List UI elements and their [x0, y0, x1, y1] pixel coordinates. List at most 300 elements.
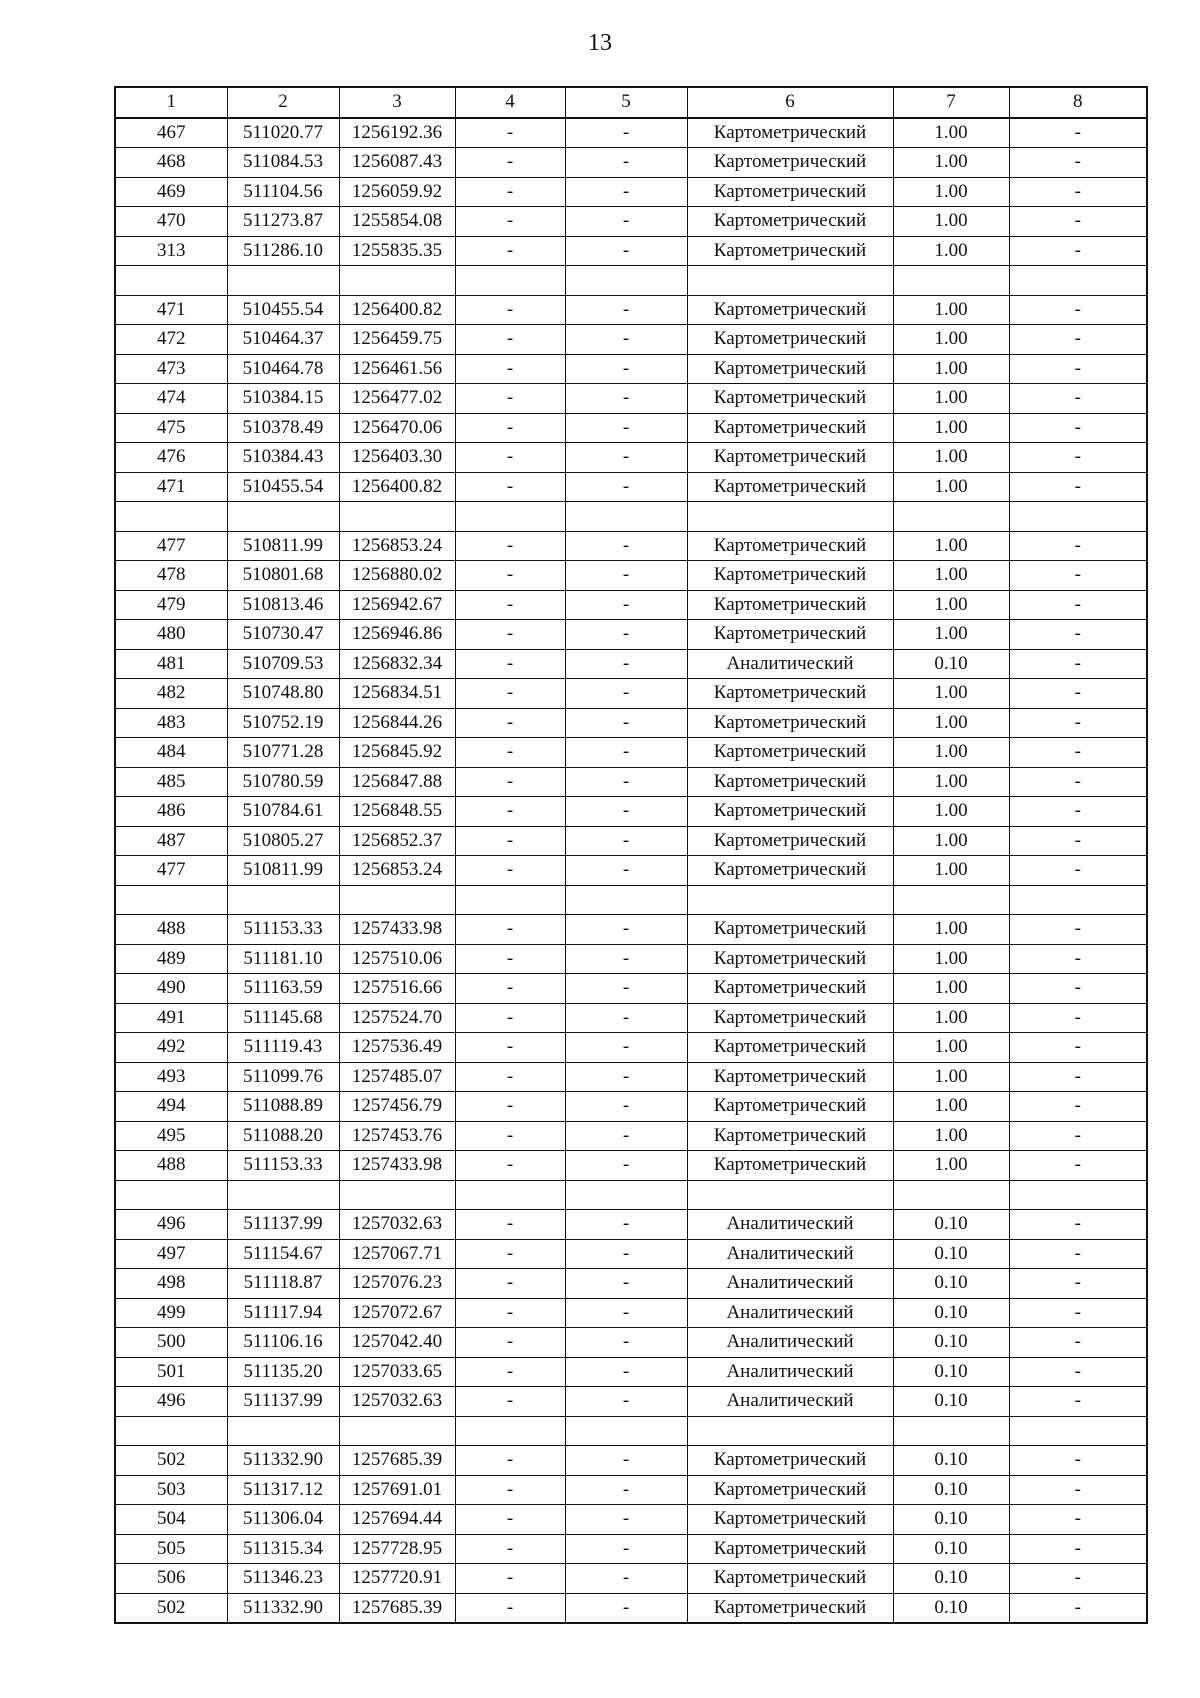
- accuracy-cell: 1.00: [893, 1151, 1009, 1181]
- table-row: [115, 708, 1147, 738]
- method-cell: Картометрический: [687, 915, 893, 945]
- point-number-cell: 488: [115, 915, 227, 945]
- column-8-cell: -: [1009, 826, 1147, 856]
- column-4-cell: -: [455, 856, 565, 886]
- method-cell: Картометрический: [687, 1564, 893, 1594]
- column-8-cell: -: [1009, 207, 1147, 237]
- accuracy-cell: 0.10: [893, 1328, 1009, 1358]
- accuracy-cell: 1.00: [893, 708, 1009, 738]
- point-number-cell: 475: [115, 413, 227, 443]
- point-number-cell: [115, 885, 227, 915]
- accuracy-cell: 1.00: [893, 767, 1009, 797]
- column-4-cell: -: [455, 384, 565, 414]
- point-number-cell: 504: [115, 1505, 227, 1535]
- column-8-cell: -: [1009, 148, 1147, 178]
- method-cell: Картометрический: [687, 1003, 893, 1033]
- column-4-cell: -: [455, 679, 565, 709]
- table-row: [115, 1298, 1147, 1328]
- column-5-cell: -: [565, 767, 687, 797]
- point-number-cell: 478: [115, 561, 227, 591]
- point-number-cell: 470: [115, 207, 227, 237]
- y-coordinate-cell: 1257694.44: [339, 1505, 455, 1535]
- y-coordinate-cell: 1256470.06: [339, 413, 455, 443]
- accuracy-cell: 1.00: [893, 236, 1009, 266]
- x-coordinate-cell: 510384.43: [227, 443, 339, 473]
- method-cell: [687, 1416, 893, 1446]
- point-number-cell: 505: [115, 1534, 227, 1564]
- column-8-cell: [1009, 1180, 1147, 1210]
- table-row: [115, 1475, 1147, 1505]
- accuracy-cell: 0.10: [893, 1475, 1009, 1505]
- x-coordinate-cell: 511145.68: [227, 1003, 339, 1033]
- column-8-cell: -: [1009, 1239, 1147, 1269]
- column-5-cell: -: [565, 1387, 687, 1417]
- y-coordinate-cell: 1255854.08: [339, 207, 455, 237]
- y-coordinate-cell: [339, 885, 455, 915]
- y-coordinate-cell: 1256832.34: [339, 649, 455, 679]
- method-cell: Картометрический: [687, 1505, 893, 1535]
- table-row: [115, 502, 1147, 532]
- table-row: [115, 590, 1147, 620]
- table-body: [115, 118, 1147, 1624]
- y-coordinate-cell: 1256400.82: [339, 295, 455, 325]
- accuracy-cell: 1.00: [893, 1003, 1009, 1033]
- column-8-cell: -: [1009, 118, 1147, 148]
- accuracy-cell: 1.00: [893, 472, 1009, 502]
- column-5-cell: -: [565, 826, 687, 856]
- column-header: 8: [1009, 87, 1147, 118]
- column-4-cell: -: [455, 1357, 565, 1387]
- column-4-cell: -: [455, 1151, 565, 1181]
- y-coordinate-cell: 1256852.37: [339, 826, 455, 856]
- column-5-cell: [565, 266, 687, 296]
- column-8-cell: -: [1009, 443, 1147, 473]
- point-number-cell: 481: [115, 649, 227, 679]
- table-row: [115, 1534, 1147, 1564]
- x-coordinate-cell: [227, 266, 339, 296]
- y-coordinate-cell: [339, 1416, 455, 1446]
- y-coordinate-cell: 1257728.95: [339, 1534, 455, 1564]
- point-number-cell: 479: [115, 590, 227, 620]
- page-number: 13: [588, 30, 612, 56]
- x-coordinate-cell: 510771.28: [227, 738, 339, 768]
- x-coordinate-cell: 511137.99: [227, 1387, 339, 1417]
- point-number-cell: 491: [115, 1003, 227, 1033]
- accuracy-cell: 1.00: [893, 295, 1009, 325]
- column-4-cell: -: [455, 295, 565, 325]
- y-coordinate-cell: 1256459.75: [339, 325, 455, 355]
- column-8-cell: -: [1009, 413, 1147, 443]
- method-cell: Картометрический: [687, 856, 893, 886]
- column-4-cell: -: [455, 1298, 565, 1328]
- accuracy-cell: 0.10: [893, 649, 1009, 679]
- column-8-cell: -: [1009, 649, 1147, 679]
- y-coordinate-cell: 1257691.01: [339, 1475, 455, 1505]
- point-number-cell: 502: [115, 1593, 227, 1623]
- column-5-cell: -: [565, 148, 687, 178]
- column-8-cell: -: [1009, 1092, 1147, 1122]
- point-number-cell: 477: [115, 531, 227, 561]
- accuracy-cell: 0.10: [893, 1593, 1009, 1623]
- accuracy-cell: 1.00: [893, 738, 1009, 768]
- point-number-cell: 503: [115, 1475, 227, 1505]
- accuracy-cell: 1.00: [893, 207, 1009, 237]
- point-number-cell: 506: [115, 1564, 227, 1594]
- x-coordinate-cell: 510455.54: [227, 295, 339, 325]
- column-5-cell: -: [565, 1298, 687, 1328]
- column-4-cell: -: [455, 590, 565, 620]
- accuracy-cell: 1.00: [893, 620, 1009, 650]
- x-coordinate-cell: 510784.61: [227, 797, 339, 827]
- accuracy-cell: 1.00: [893, 118, 1009, 148]
- table-row: [115, 561, 1147, 591]
- x-coordinate-cell: 511317.12: [227, 1475, 339, 1505]
- column-4-cell: -: [455, 1328, 565, 1358]
- column-5-cell: -: [565, 443, 687, 473]
- table-row: [115, 1210, 1147, 1240]
- x-coordinate-cell: 511117.94: [227, 1298, 339, 1328]
- accuracy-cell: 0.10: [893, 1210, 1009, 1240]
- column-4-cell: -: [455, 974, 565, 1004]
- column-4-cell: [455, 502, 565, 532]
- y-coordinate-cell: 1257685.39: [339, 1593, 455, 1623]
- x-coordinate-cell: 511332.90: [227, 1593, 339, 1623]
- column-8-cell: -: [1009, 384, 1147, 414]
- x-coordinate-cell: 511104.56: [227, 177, 339, 207]
- y-coordinate-cell: 1257456.79: [339, 1092, 455, 1122]
- column-5-cell: -: [565, 1446, 687, 1476]
- method-cell: Картометрический: [687, 413, 893, 443]
- point-number-cell: 496: [115, 1210, 227, 1240]
- column-8-cell: -: [1009, 738, 1147, 768]
- method-cell: Картометрический: [687, 384, 893, 414]
- x-coordinate-cell: 511020.77: [227, 118, 339, 148]
- y-coordinate-cell: 1256845.92: [339, 738, 455, 768]
- accuracy-cell: 0.10: [893, 1239, 1009, 1269]
- accuracy-cell: [893, 266, 1009, 296]
- x-coordinate-cell: 510464.37: [227, 325, 339, 355]
- method-cell: Аналитический: [687, 1357, 893, 1387]
- y-coordinate-cell: 1256853.24: [339, 856, 455, 886]
- column-5-cell: -: [565, 1151, 687, 1181]
- method-cell: Аналитический: [687, 1387, 893, 1417]
- column-5-cell: -: [565, 1357, 687, 1387]
- column-4-cell: -: [455, 797, 565, 827]
- column-8-cell: -: [1009, 325, 1147, 355]
- x-coordinate-cell: 510811.99: [227, 856, 339, 886]
- y-coordinate-cell: 1257076.23: [339, 1269, 455, 1299]
- method-cell: Аналитический: [687, 649, 893, 679]
- column-8-cell: -: [1009, 797, 1147, 827]
- column-4-cell: -: [455, 1269, 565, 1299]
- column-header: 3: [339, 87, 455, 118]
- column-5-cell: -: [565, 207, 687, 237]
- column-8-cell: -: [1009, 944, 1147, 974]
- y-coordinate-cell: 1256946.86: [339, 620, 455, 650]
- y-coordinate-cell: 1257032.63: [339, 1387, 455, 1417]
- x-coordinate-cell: 510748.80: [227, 679, 339, 709]
- column-header: 6: [687, 87, 893, 118]
- column-5-cell: -: [565, 679, 687, 709]
- accuracy-cell: 1.00: [893, 443, 1009, 473]
- column-4-cell: -: [455, 148, 565, 178]
- column-header: 2: [227, 87, 339, 118]
- y-coordinate-cell: 1256059.92: [339, 177, 455, 207]
- table-row: [115, 236, 1147, 266]
- method-cell: Картометрический: [687, 118, 893, 148]
- column-4-cell: -: [455, 1564, 565, 1594]
- column-4-cell: -: [455, 1092, 565, 1122]
- accuracy-cell: 1.00: [893, 590, 1009, 620]
- y-coordinate-cell: [339, 266, 455, 296]
- method-cell: Картометрический: [687, 207, 893, 237]
- column-8-cell: -: [1009, 236, 1147, 266]
- table-row: [115, 649, 1147, 679]
- x-coordinate-cell: 510709.53: [227, 649, 339, 679]
- column-8-cell: -: [1009, 1357, 1147, 1387]
- column-4-cell: [455, 885, 565, 915]
- column-8-cell: -: [1009, 767, 1147, 797]
- accuracy-cell: 0.10: [893, 1387, 1009, 1417]
- x-coordinate-cell: 511315.34: [227, 1534, 339, 1564]
- y-coordinate-cell: 1257042.40: [339, 1328, 455, 1358]
- x-coordinate-cell: 511088.89: [227, 1092, 339, 1122]
- accuracy-cell: 1.00: [893, 354, 1009, 384]
- accuracy-cell: 1.00: [893, 856, 1009, 886]
- column-8-cell: [1009, 266, 1147, 296]
- column-8-cell: -: [1009, 472, 1147, 502]
- method-cell: [687, 266, 893, 296]
- method-cell: Картометрический: [687, 236, 893, 266]
- column-8-cell: -: [1009, 679, 1147, 709]
- column-4-cell: -: [455, 915, 565, 945]
- point-number-cell: 499: [115, 1298, 227, 1328]
- column-8-cell: -: [1009, 1505, 1147, 1535]
- column-4-cell: -: [455, 531, 565, 561]
- x-coordinate-cell: 511153.33: [227, 1151, 339, 1181]
- method-cell: Картометрический: [687, 1092, 893, 1122]
- accuracy-cell: 0.10: [893, 1564, 1009, 1594]
- column-8-cell: -: [1009, 856, 1147, 886]
- table-row: [115, 738, 1147, 768]
- table-row: [115, 1092, 1147, 1122]
- column-4-cell: -: [455, 1210, 565, 1240]
- y-coordinate-cell: 1257685.39: [339, 1446, 455, 1476]
- column-4-cell: -: [455, 767, 565, 797]
- y-coordinate-cell: 1257720.91: [339, 1564, 455, 1594]
- accuracy-cell: 1.00: [893, 531, 1009, 561]
- column-4-cell: -: [455, 1033, 565, 1063]
- x-coordinate-cell: 510780.59: [227, 767, 339, 797]
- column-5-cell: [565, 885, 687, 915]
- point-number-cell: 471: [115, 472, 227, 502]
- y-coordinate-cell: 1256461.56: [339, 354, 455, 384]
- column-5-cell: -: [565, 413, 687, 443]
- table-row: [115, 118, 1147, 148]
- column-5-cell: -: [565, 1269, 687, 1299]
- x-coordinate-cell: 510730.47: [227, 620, 339, 650]
- accuracy-cell: 1.00: [893, 974, 1009, 1004]
- method-cell: Аналитический: [687, 1298, 893, 1328]
- column-8-cell: -: [1009, 590, 1147, 620]
- column-8-cell: -: [1009, 1593, 1147, 1623]
- y-coordinate-cell: 1256192.36: [339, 118, 455, 148]
- method-cell: Картометрический: [687, 679, 893, 709]
- table-row: [115, 1357, 1147, 1387]
- method-cell: Картометрический: [687, 325, 893, 355]
- method-cell: Картометрический: [687, 1475, 893, 1505]
- x-coordinate-cell: 510752.19: [227, 708, 339, 738]
- point-number-cell: [115, 1180, 227, 1210]
- accuracy-cell: 1.00: [893, 679, 1009, 709]
- x-coordinate-cell: 511273.87: [227, 207, 339, 237]
- table-row: [115, 915, 1147, 945]
- column-8-cell: -: [1009, 1564, 1147, 1594]
- table-row: [115, 1003, 1147, 1033]
- column-8-cell: -: [1009, 1062, 1147, 1092]
- point-number-cell: 473: [115, 354, 227, 384]
- y-coordinate-cell: 1256942.67: [339, 590, 455, 620]
- column-8-cell: -: [1009, 531, 1147, 561]
- method-cell: Картометрический: [687, 1151, 893, 1181]
- method-cell: Картометрический: [687, 708, 893, 738]
- method-cell: Аналитический: [687, 1239, 893, 1269]
- column-8-cell: -: [1009, 974, 1147, 1004]
- column-8-cell: -: [1009, 1121, 1147, 1151]
- x-coordinate-cell: 510455.54: [227, 472, 339, 502]
- point-number-cell: 493: [115, 1062, 227, 1092]
- column-5-cell: -: [565, 738, 687, 768]
- method-cell: [687, 1180, 893, 1210]
- method-cell: Картометрический: [687, 148, 893, 178]
- column-5-cell: -: [565, 944, 687, 974]
- x-coordinate-cell: 511163.59: [227, 974, 339, 1004]
- y-coordinate-cell: 1256847.88: [339, 767, 455, 797]
- x-coordinate-cell: 511306.04: [227, 1505, 339, 1535]
- accuracy-cell: 1.00: [893, 561, 1009, 591]
- method-cell: Картометрический: [687, 295, 893, 325]
- x-coordinate-cell: 510801.68: [227, 561, 339, 591]
- table-row: [115, 148, 1147, 178]
- column-5-cell: -: [565, 1475, 687, 1505]
- accuracy-cell: 1.00: [893, 944, 1009, 974]
- column-4-cell: -: [455, 1475, 565, 1505]
- column-8-cell: -: [1009, 354, 1147, 384]
- column-4-cell: -: [455, 1387, 565, 1417]
- x-coordinate-cell: 511106.16: [227, 1328, 339, 1358]
- table-row: [115, 443, 1147, 473]
- column-8-cell: -: [1009, 561, 1147, 591]
- column-8-cell: -: [1009, 1475, 1147, 1505]
- point-number-cell: [115, 266, 227, 296]
- table-row: [115, 1269, 1147, 1299]
- x-coordinate-cell: 510464.78: [227, 354, 339, 384]
- x-coordinate-cell: 511099.76: [227, 1062, 339, 1092]
- point-number-cell: 498: [115, 1269, 227, 1299]
- column-5-cell: -: [565, 118, 687, 148]
- accuracy-cell: [893, 1180, 1009, 1210]
- table-row: [115, 1180, 1147, 1210]
- column-4-cell: -: [455, 620, 565, 650]
- column-8-cell: -: [1009, 708, 1147, 738]
- y-coordinate-cell: 1256400.82: [339, 472, 455, 502]
- column-4-cell: -: [455, 472, 565, 502]
- point-number-cell: 500: [115, 1328, 227, 1358]
- y-coordinate-cell: 1257072.67: [339, 1298, 455, 1328]
- column-4-cell: -: [455, 325, 565, 355]
- table-row: [115, 177, 1147, 207]
- method-cell: Аналитический: [687, 1328, 893, 1358]
- column-4-cell: -: [455, 1505, 565, 1535]
- x-coordinate-cell: 511119.43: [227, 1033, 339, 1063]
- x-coordinate-cell: 511088.20: [227, 1121, 339, 1151]
- table-row: [115, 885, 1147, 915]
- column-8-cell: -: [1009, 1328, 1147, 1358]
- column-5-cell: -: [565, 325, 687, 355]
- table-row: [115, 1564, 1147, 1594]
- column-8-cell: -: [1009, 1269, 1147, 1299]
- point-number-cell: 496: [115, 1387, 227, 1417]
- y-coordinate-cell: 1257067.71: [339, 1239, 455, 1269]
- column-4-cell: -: [455, 708, 565, 738]
- table-row: [115, 1593, 1147, 1623]
- point-number-cell: [115, 1416, 227, 1446]
- y-coordinate-cell: 1257032.63: [339, 1210, 455, 1240]
- method-cell: Картометрический: [687, 590, 893, 620]
- column-4-cell: -: [455, 118, 565, 148]
- column-5-cell: -: [565, 531, 687, 561]
- x-coordinate-cell: [227, 502, 339, 532]
- x-coordinate-cell: 511153.33: [227, 915, 339, 945]
- point-number-cell: 497: [115, 1239, 227, 1269]
- header-row: [115, 87, 1147, 118]
- column-8-cell: -: [1009, 177, 1147, 207]
- method-cell: Картометрический: [687, 177, 893, 207]
- x-coordinate-cell: 511154.67: [227, 1239, 339, 1269]
- column-5-cell: -: [565, 1505, 687, 1535]
- column-5-cell: -: [565, 1033, 687, 1063]
- column-5-cell: -: [565, 974, 687, 1004]
- table-row: [115, 1416, 1147, 1446]
- table-row: [115, 354, 1147, 384]
- point-number-cell: 501: [115, 1357, 227, 1387]
- point-number-cell: 477: [115, 856, 227, 886]
- column-4-cell: -: [455, 1003, 565, 1033]
- column-4-cell: -: [455, 354, 565, 384]
- table-row: [115, 974, 1147, 1004]
- table-row: [115, 384, 1147, 414]
- column-5-cell: -: [565, 1534, 687, 1564]
- y-coordinate-cell: [339, 502, 455, 532]
- accuracy-cell: 1.00: [893, 148, 1009, 178]
- column-4-cell: -: [455, 177, 565, 207]
- table-row: [115, 1328, 1147, 1358]
- point-number-cell: 471: [115, 295, 227, 325]
- column-8-cell: -: [1009, 620, 1147, 650]
- method-cell: Картометрический: [687, 797, 893, 827]
- column-8-cell: -: [1009, 1151, 1147, 1181]
- accuracy-cell: 0.10: [893, 1446, 1009, 1476]
- y-coordinate-cell: 1256848.55: [339, 797, 455, 827]
- method-cell: [687, 502, 893, 532]
- accuracy-cell: 1.00: [893, 1121, 1009, 1151]
- method-cell: Картометрический: [687, 826, 893, 856]
- y-coordinate-cell: 1256880.02: [339, 561, 455, 591]
- column-5-cell: -: [565, 1062, 687, 1092]
- table-row: [115, 856, 1147, 886]
- column-8-cell: -: [1009, 1298, 1147, 1328]
- column-5-cell: -: [565, 708, 687, 738]
